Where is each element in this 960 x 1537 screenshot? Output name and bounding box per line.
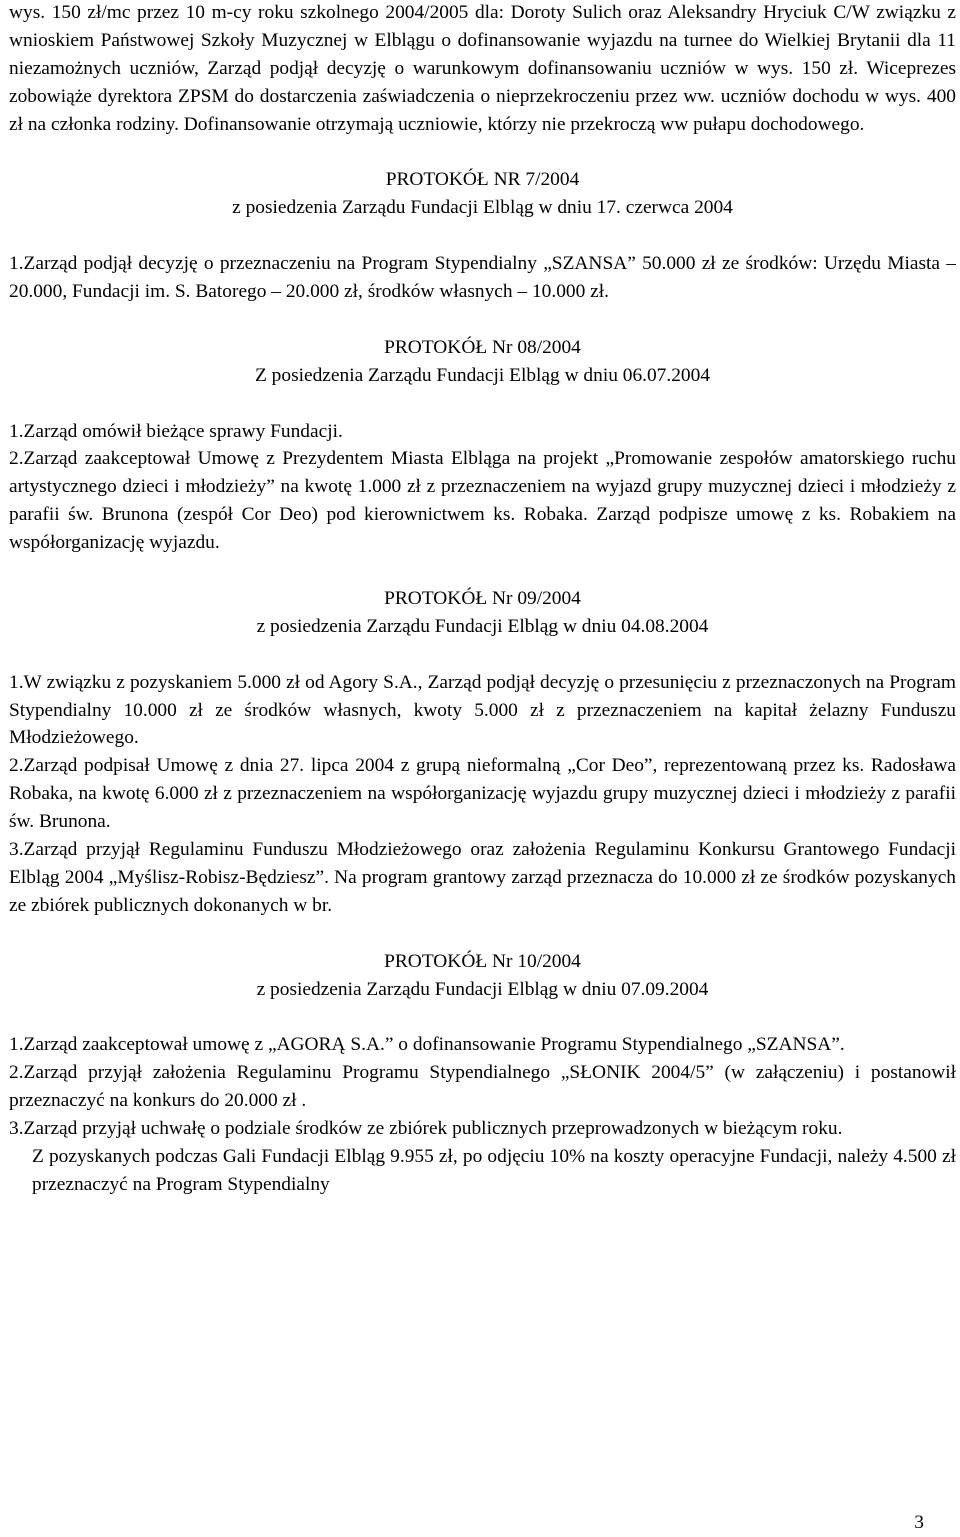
protocol-7-2004 xyxy=(9,166,956,306)
protocol-subtitle: z posiedzenia Zarządu Fundacji Elbląg w dniu 17. czerwca 2004 xyxy=(232,197,733,219)
spacer xyxy=(9,306,956,334)
protocol-subtitle: z posiedzenia Zarządu Fundacji Elbląg w dniu 07.09.2004 xyxy=(256,978,709,1000)
protocol-title: PROTOKÓŁ NR 7/2004 xyxy=(385,169,580,191)
spacer xyxy=(9,139,956,167)
protocol-item: 1.Zarząd omówił bieżące sprawy Fundacji. xyxy=(9,420,343,442)
spacer xyxy=(9,222,956,250)
indented-paragraph: Z pozyskanych podczas Gali Fundacji Elbląg 9.955 zł, po odjęciu 10% na koszty operacyjne Fundacji, należy 4.500 zł przeznaczyć na Program Stypendialny xyxy=(32,1146,956,1195)
protocol-item: 2.Zarząd podpisał Umowę z dnia 27. lipca 2004 z grupą nieformalną „Cor Deo”, reprezentowaną przez ks. Radosława Robaka, na kwotę 6.000 zł z przeznaczeniem na współorganizację wyjazdu grupy muzycznej dzieci i młodzieży z parafii św. Brunona. xyxy=(9,755,956,833)
protocol-09-2004 xyxy=(9,585,956,920)
protocol-title: PROTOKÓŁ Nr 08/2004 xyxy=(384,336,581,358)
protocol-title: PROTOKÓŁ Nr 10/2004 xyxy=(384,950,581,972)
protocol-08-2004 xyxy=(9,334,956,557)
protocol-10-2004 xyxy=(9,948,956,1199)
protocol-title: PROTOKÓŁ Nr 09/2004 xyxy=(384,587,581,609)
intro-paragraph: wys. 150 zł/mc przez 10 m-cy roku szkolnego 2004/2005 dla: Doroty Sulich oraz Aleksandry Hryciuk C/W związku z wnioskiem Państwowej Szkoły Muzycznej w Elblągu o dofinansowanie wyjazdu na turnee do Wielkiej Brytanii dla 11 niezamożnych uczniów, Zarząd podjął decyzję o warunkowym dofinansowaniu uczniów w wys. 150 zł. Wiceprezes zobowiąże dyrektora ZPSM do dostarczenia zaświadczenia o nieprzekroczeniu przez ww. uczniów dochodu w wys. 400 zł na członka rodziny. Dofinansowanie otrzymają uczniowie, którzy nie przekroczą ww pułapu dochodowego. xyxy=(9,2,956,135)
protocol-subtitle: Z posiedzenia Zarządu Fundacji Elbląg w dniu 06.07.2004 xyxy=(254,364,711,386)
protocol-item: 1.Zarząd podjął decyzję o przeznaczeniu na Program Stypendialny „SZANSA” 50.000 zł ze środków: Urzędu Miasta – 20.000, Fundacji im. S. Batorego – 20.000 zł, środków własnych – 10.000 zł. xyxy=(9,253,956,303)
protocol-item: 1.W związku z pozyskaniem 5.000 zł od Agory S.A., Zarząd podjął decyzję o przesunięciu z przeznaczonych na Program Stypendialny 10.000 zł ze środków własnych, kwoty 5.000 zł z przeznaczeniem na kapitał żelazny Funduszu Młodzieżowego. xyxy=(9,671,956,749)
protocol-item: 1.Zarząd zaakceptował umowę z „AGORĄ S.A.” o dofinansowanie Programu Stypendialnego „SZANSA”. xyxy=(9,1034,845,1056)
document-page xyxy=(9,0,956,1199)
protocol-item: 3.Zarząd przyjął Regulaminu Funduszu Młodzieżowego oraz założenia Regulaminu Konkursu Grantowego Fundacji Elbląg 2004 „Myślisz-Robisz-Będziesz”. Na program grantowy zarząd przeznacza do 10.000 zł ze środków pozyskanych ze zbiórek publicznych dokonanych w br. xyxy=(9,839,956,916)
spacer xyxy=(9,390,956,418)
spacer xyxy=(9,1004,956,1032)
page-number: 3 xyxy=(914,1512,924,1533)
spacer xyxy=(9,920,956,948)
spacer xyxy=(9,641,956,669)
protocol-item: 2.Zarząd przyjął założenia Regulaminu Programu Stypendialnego „SŁONIK 2004/5” (w załączeniu) i postanowił przeznaczyć na konkurs do 20.000 zł . xyxy=(9,1062,956,1112)
protocol-item: 3.Zarząd przyjął uchwałę o podziale środków ze zbiórek publicznych przeprowadzonych w bieżącym roku. xyxy=(9,1118,843,1140)
protocol-item: 2.Zarząd zaakceptował Umowę z Prezydentem Miasta Elbląga na projekt „Promowanie zespołów amatorskiego ruchu artystycznego dzieci i młodzieży” na kwotę 1.000 zł z przeznaczeniem na wyjazd grupy muzycznej dzieci i młodzieży z parafii św. Brunona (zespół Cor Deo) pod kierownictwem ks. Robaka. Zarząd podpisze umowę z ks. Robakiem na współorganizację wyjazdu. xyxy=(9,448,956,554)
protocol-subtitle: z posiedzenia Zarządu Fundacji Elbląg w dniu 04.08.2004 xyxy=(256,615,709,637)
spacer xyxy=(9,557,956,585)
